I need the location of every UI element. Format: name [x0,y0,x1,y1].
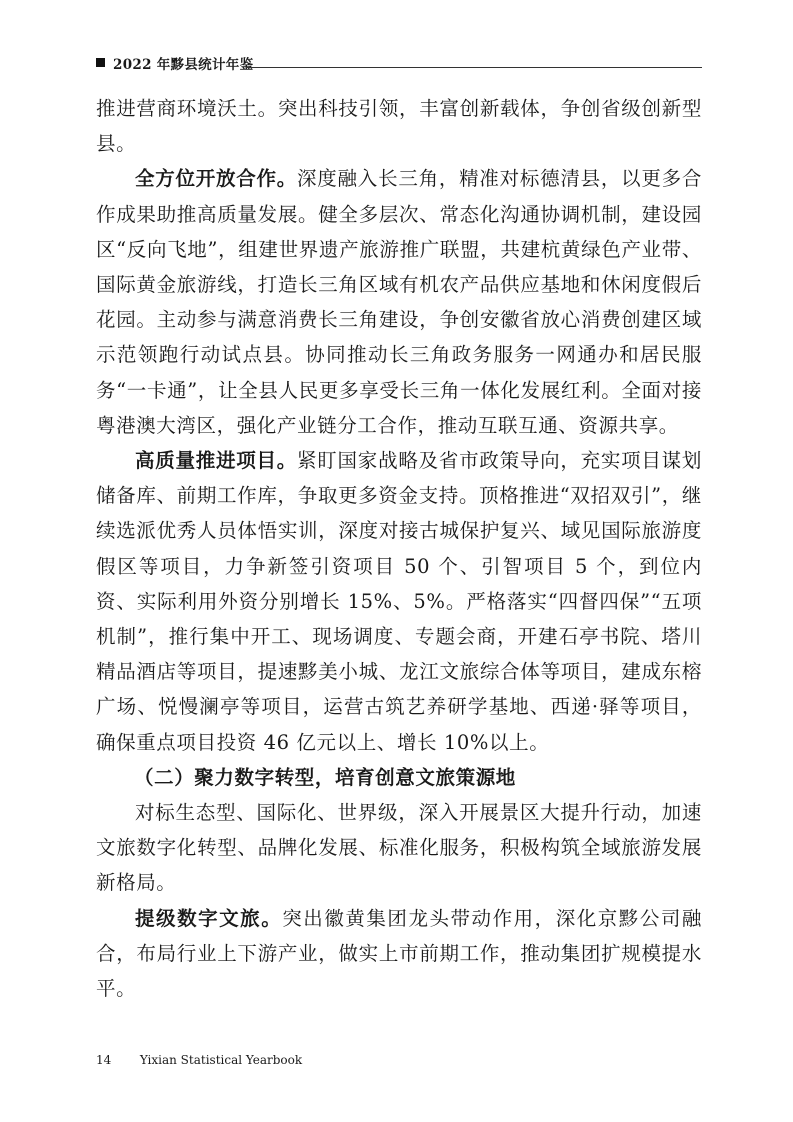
publication-name: Yixian Statistical Yearbook [139,1053,303,1067]
header-title: 2022 年黟县统计年鉴 [113,57,254,73]
paragraph-text: 深度融入长三角，精准对标德清县，以更多合作成果助推高质量发展。健全多层次、常态化沟通协调机制，建设园区“反向飞地”，组建世界遗产旅游推广联盟，共建杭黄绿色产业带、国际黄金旅游线，打造长三角区域有机农产品供应基地和休闲度假后花园。主动参与满意消费长三角建设，争创安徽省放心消费创建区域示范领跑行动试点县。协同推动长三角政务服务一网通办和居民服务“一卡通”，让全县人民更多享受长三角一体化发展红利。全面对接粤港澳大湾区，强化产业链分工合作，推动互联互通、资源共享。 [96,167,702,437]
paragraph-text: 紧盯国家战略及省市政策导向，充实项目谋划储备库、前期工作库，争取更多资金支持。顶格推进“双招双引”，继续选派优秀人员体悟实训，深度对接古城保护复兴、域见国际旅游度假区等项目，力争新签引资项目 50 个、引智项目 5 个，到位内资、实际利用外资分别增长 15%、5%。严格落实“四督四保”“五项机制”，推行集中开工、现场调度、专题会商，开建石亭书院、塔川精品酒店等项目，提速黟美小城、龙江文旅综合体等项目，建成东榕广场、悦慢澜亭等项目，运营古筑艺养研学基地、西递·驿等项目，确保重点项目投资 46 亿元以上、增长 10%以上。 [96,449,702,754]
paragraph-text: 对标生态型、国际化、世界级，深入开展景区大提升行动，加速文旅数字化转型、品牌化发展、标准化服务，积极构筑全域旅游发展新格局。 [96,801,702,895]
paragraph-continuation [96,91,702,161]
paragraph-lead: 全方位开放合作。 [135,167,298,191]
document-body [96,91,702,1006]
paragraph-section-intro [96,795,702,901]
page-number: 14 [96,1053,112,1067]
section-heading: （二）聚力数字转型，培育创意文旅策源地 [134,765,516,789]
header-square-icon [96,58,105,67]
paragraph-text: 推进营商环境沃土。突出科技引领，丰富创新载体，争创省级创新型县。 [96,97,702,156]
header-rule [246,67,702,68]
paragraph-lead: 高质量推进项目。 [135,449,298,473]
paragraph-projects [96,443,702,760]
page-header [96,52,702,74]
paragraph-digital-tourism [96,901,702,1007]
paragraph-lead: 提级数字文旅。 [135,906,283,930]
paragraph-text: 突出徽黄集团龙头带动作用，深化京黟公司融合，布局行业上下游产业，做实上市前期工作，推动集团扩规模提水平。 [96,906,702,1001]
page-footer [96,1053,302,1067]
paragraph-open-cooperation [96,161,702,443]
